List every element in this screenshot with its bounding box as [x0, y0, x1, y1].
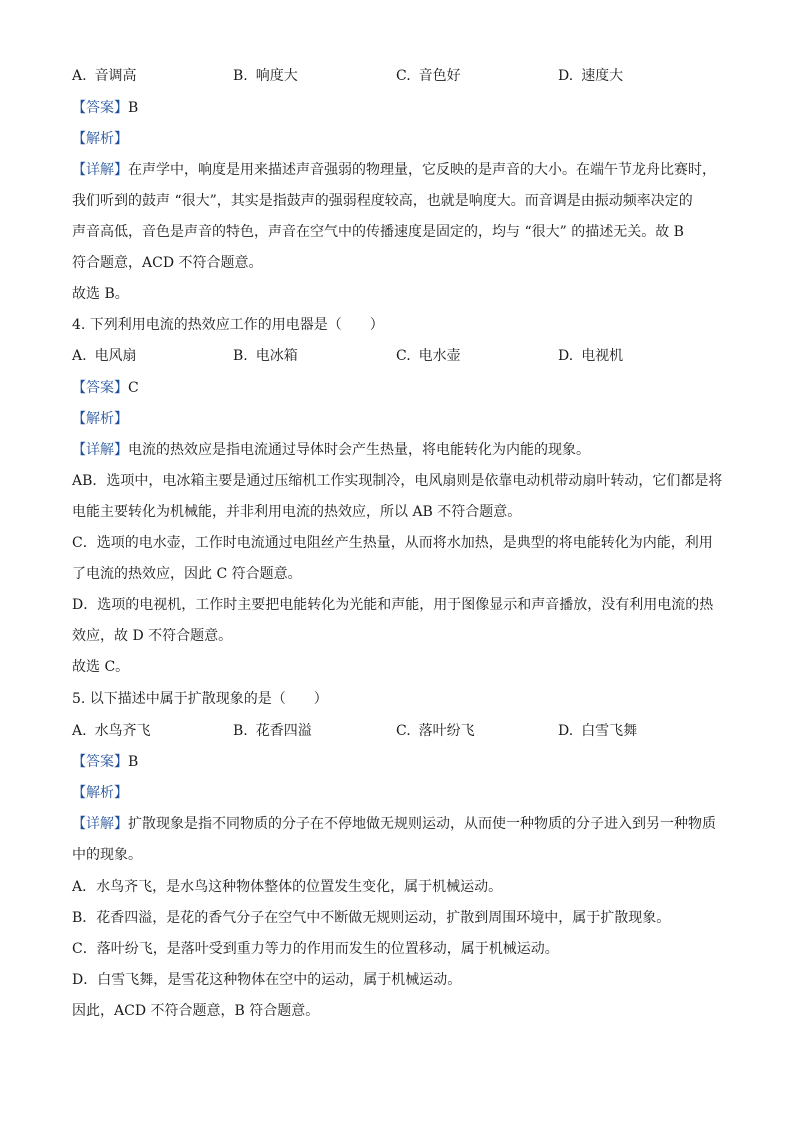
detail-label: 【详解】 — [72, 442, 128, 458]
option-letter: D. — [558, 68, 574, 84]
q4-explanation-line: 效应，故 D 不符合题意。 — [72, 628, 233, 644]
q3-detail-line: 符合题意，ACD 不符合题意。 — [72, 255, 263, 271]
detail-label: 【详解】 — [72, 816, 128, 832]
q3-option-d — [558, 66, 623, 86]
option-text: 花香四溢 — [255, 723, 312, 739]
answer-value: B — [128, 100, 139, 116]
analysis-label: 【解析】 — [72, 785, 128, 801]
answer-label: 【答案】 — [72, 100, 128, 116]
q3-detail-line — [72, 160, 722, 180]
q4-option-c — [396, 346, 461, 366]
answer-value: B — [128, 754, 139, 770]
q4-explanation-line: AB．选项中，电冰箱主要是通过压缩机工作实现制冷，电风扇则是依靠电动机带动扇叶转动，它们都是将 — [72, 473, 723, 489]
q5-answer — [72, 752, 722, 772]
q3-analysis-label — [72, 129, 722, 149]
option-text: 电视机 — [581, 348, 624, 364]
q5-option-c — [396, 721, 475, 741]
q4-conclusion: 故选 C。 — [72, 659, 130, 675]
detail-text: 在声学中，响度是用来描述声音强弱的物理量，它反映的是声音的大小。在端午节龙舟比赛时， — [128, 162, 716, 178]
option-letter: C. — [396, 348, 411, 364]
detail-label: 【详解】 — [72, 162, 128, 178]
q4-option-b — [233, 346, 298, 366]
q4-option-d — [558, 346, 623, 366]
option-letter: B. — [233, 68, 248, 84]
q5-detail-line — [72, 814, 722, 834]
q3-option-a — [72, 66, 137, 86]
analysis-label: 【解析】 — [72, 411, 128, 427]
q4-answer — [72, 378, 722, 398]
q5-explanation-line: B．花香四溢，是花的香气分子在空气中不断做无规则运动，扩散到周围环境中，属于扩散现象。 — [72, 910, 671, 926]
q4-analysis-label — [72, 409, 722, 429]
option-text: 速度大 — [581, 68, 624, 84]
option-letter: A. — [72, 68, 87, 84]
q5-option-b — [233, 721, 312, 741]
q3-detail-line: 声音高低，音色是声音的特色，声音在空气中的传播速度是固定的，均与 “很大” 的描述无关。故 B — [72, 224, 684, 240]
option-letter: C. — [396, 68, 411, 84]
option-letter: C. — [396, 723, 411, 739]
q5-option-a — [72, 721, 151, 741]
q4-explanation-line: C．选项的电水壶，工作时电流通过电阻丝产生热量，从而将水加热，是典型的将电能转化为内能，利用 — [72, 535, 713, 551]
option-text: 电冰箱 — [255, 348, 298, 364]
answer-label: 【答案】 — [72, 754, 128, 770]
option-letter: D. — [558, 723, 574, 739]
option-letter: D. — [558, 348, 574, 364]
q3-answer — [72, 98, 722, 118]
option-text: 音色好 — [418, 68, 461, 84]
q4-detail-line — [72, 440, 722, 460]
answer-value: C — [128, 380, 139, 396]
option-text: 响度大 — [255, 68, 298, 84]
analysis-label: 【解析】 — [72, 131, 128, 147]
q4-option-a — [72, 346, 137, 366]
q3-conclusion: 故选 B。 — [72, 286, 129, 302]
option-text: 音调高 — [94, 68, 137, 84]
detail-text: 扩散现象是指不同物质的分子在不停地做无规则运动，从而使一种物质的分子进入到另一种物质 — [128, 816, 716, 832]
q5-explanation-line: C．落叶纷飞，是落叶受到重力等力的作用而发生的位置移动，属于机械运动。 — [72, 941, 559, 957]
option-text: 水鸟齐飞 — [94, 723, 151, 739]
q5-option-d — [558, 721, 637, 741]
option-letter: A. — [72, 348, 87, 364]
q5-explanation-line: D．白雪飞舞，是雪花这种物体在空中的运动，属于机械运动。 — [72, 972, 462, 988]
option-text: 落叶纷飞 — [418, 723, 475, 739]
q3-option-c — [396, 66, 461, 86]
q5-explanation-line: A．水鸟齐飞，是水鸟这种物体整体的位置发生变化，属于机械运动。 — [72, 879, 503, 895]
option-letter: A. — [72, 723, 87, 739]
q5-analysis-label — [72, 783, 722, 803]
q3-detail-line: 我们听到的鼓声 “很大”，其实是指鼓声的强弱程度较高，也就是响度大。而音调是由振动频率决定的 — [72, 193, 693, 209]
option-text: 电水壶 — [418, 348, 461, 364]
detail-text: 电流的热效应是指电流通过导体时会产生热量，将电能转化为内能的现象。 — [128, 442, 590, 458]
option-text: 白雪飞舞 — [581, 723, 638, 739]
answer-label: 【答案】 — [72, 380, 128, 396]
q5-stem: 5. 以下描述中属于扩散现象的是（ ） — [72, 691, 328, 707]
q4-explanation-line: D．选项的电视机，工作时主要把电能转化为光能和声能，用于图像显示和声音播放，没有利用电流的热 — [72, 597, 714, 613]
q3-option-b — [233, 66, 298, 86]
q5-conclusion: 因此，ACD 不符合题意，B 符合题意。 — [72, 1003, 320, 1019]
option-letter: B. — [233, 348, 248, 364]
q4-stem: 4. 下列利用电流的热效应工作的用电器是（ ） — [72, 317, 384, 333]
q4-explanation-line: 电能主要转化为机械能，并非利用电流的热效应，所以 AB 不符合题意。 — [72, 504, 522, 520]
q4-explanation-line: 了电流的热效应，因此 C 符合题意。 — [72, 566, 302, 582]
q5-detail-line: 中的现象。 — [72, 847, 142, 863]
option-text: 电风扇 — [94, 348, 137, 364]
option-letter: B. — [233, 723, 248, 739]
